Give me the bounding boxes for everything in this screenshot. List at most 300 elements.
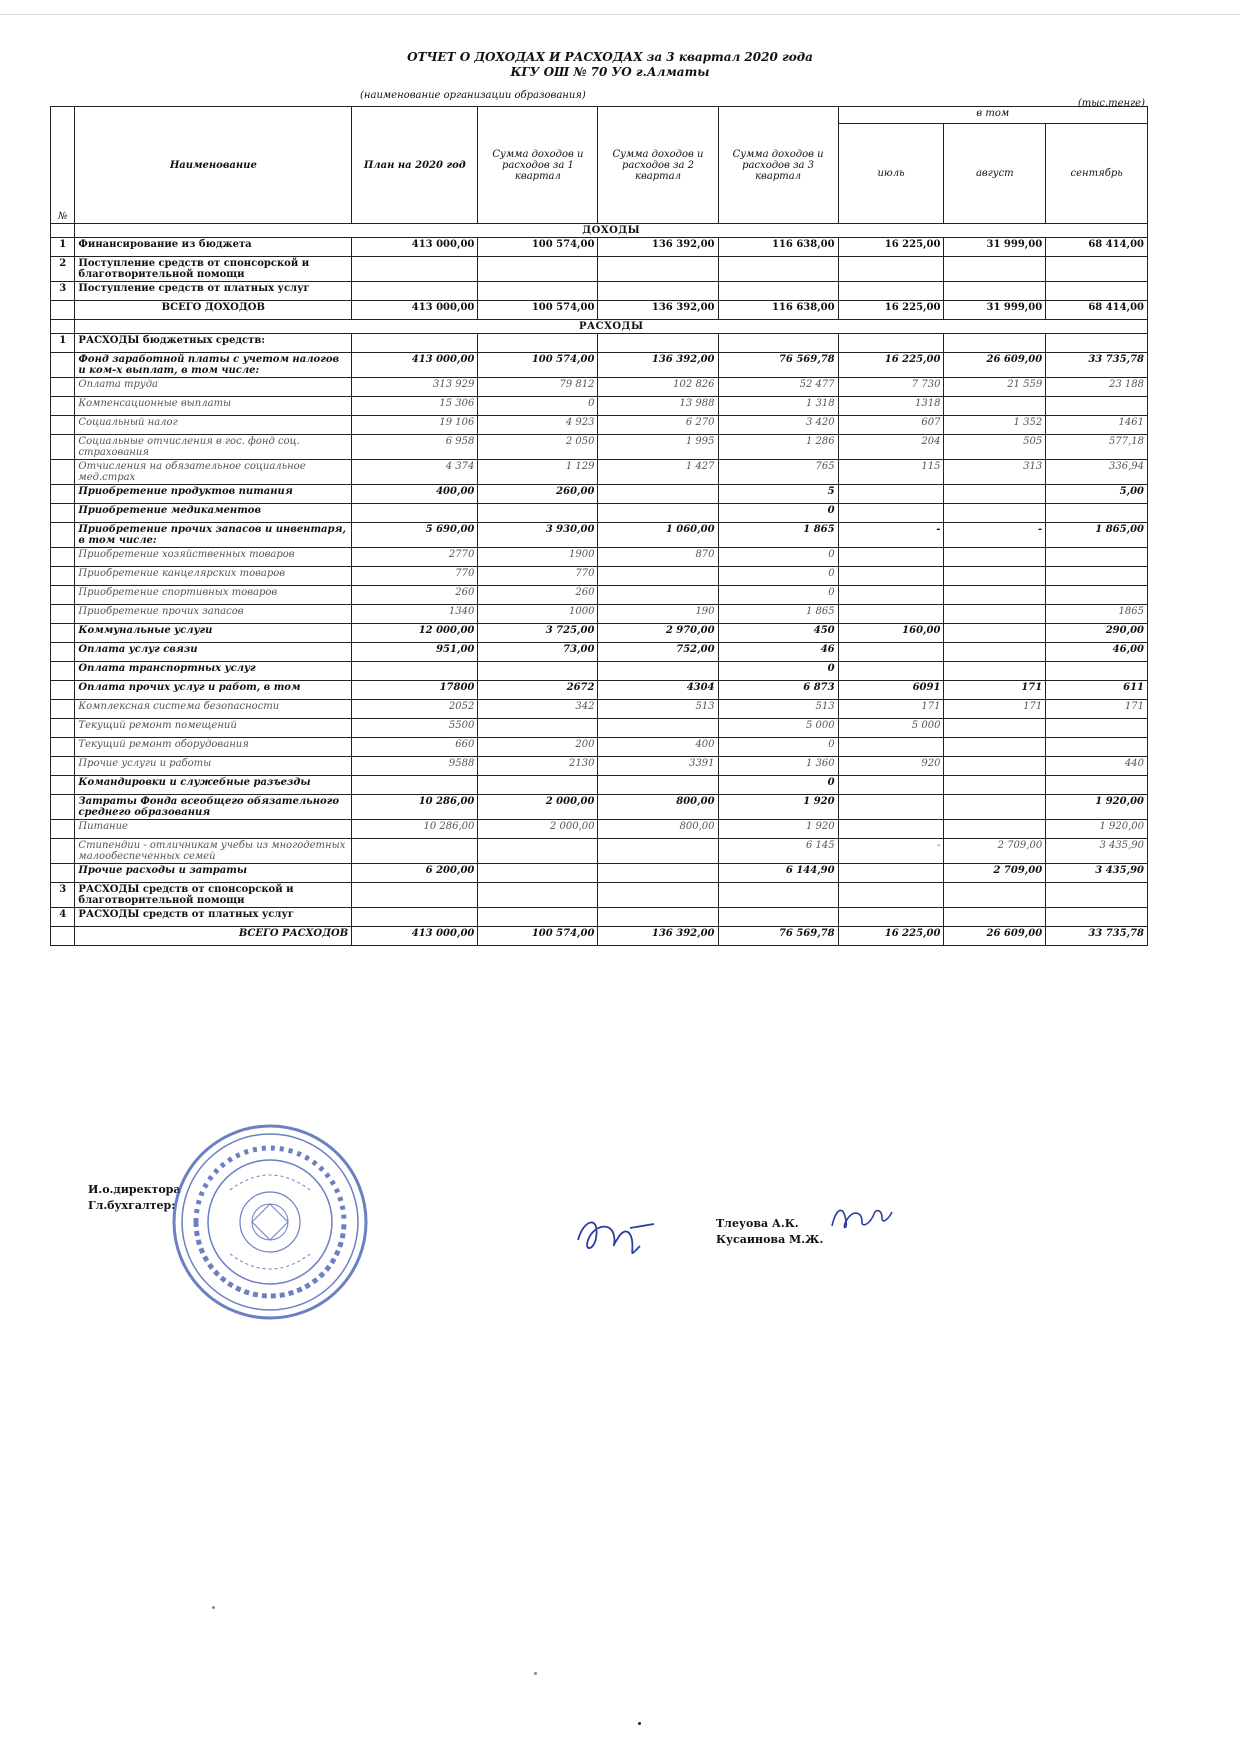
cell-name: Затраты Фонда всеобщего обязательного среднего образования	[75, 795, 352, 820]
cell-aug: 26 609,00	[944, 353, 1046, 378]
table-row	[51, 820, 1148, 839]
cell-plan: 413 000,00	[352, 353, 478, 378]
director-label: И.о.директора	[88, 1183, 181, 1196]
cell-name: Приобретение прочих запасов	[75, 605, 352, 624]
cell-q1: 260,00	[478, 485, 598, 504]
cell-q2: 513	[598, 700, 718, 719]
cell-q3	[718, 883, 838, 908]
col-header-incl: в том	[838, 107, 1147, 124]
cell-name: Социальные отчисления в гос. фонд соц. страхования	[75, 435, 352, 460]
organization-caption: (наименование организации образования)	[360, 90, 586, 101]
cell-num	[51, 548, 75, 567]
cell-aug	[944, 738, 1046, 757]
cell-q3: 52 477	[718, 378, 838, 397]
cell-q1	[478, 719, 598, 738]
cell-plan: 660	[352, 738, 478, 757]
cell-name: Компенсационные выплаты	[75, 397, 352, 416]
cell-num: 3	[51, 282, 75, 301]
cell-aug	[944, 334, 1046, 353]
cell-q2: 4304	[598, 681, 718, 700]
cell-name: Приобретение прочих запасов и инвентаря, в том числе:	[75, 523, 352, 548]
cell-q3	[718, 257, 838, 282]
director-name: Тлеуова А.К.	[716, 1217, 799, 1230]
cell-jul: 607	[838, 416, 944, 435]
cell-q2	[598, 662, 718, 681]
cell-name: Оплата транспортных услуг	[75, 662, 352, 681]
cell-name: Оплата услуг связи	[75, 643, 352, 662]
cell-q2	[598, 719, 718, 738]
table-row	[51, 927, 1148, 946]
cell-plan: 413 000,00	[352, 927, 478, 946]
cell-q3: 513	[718, 700, 838, 719]
cell-aug	[944, 624, 1046, 643]
cell-aug	[944, 662, 1046, 681]
cell-plan: 10 286,00	[352, 795, 478, 820]
cell-aug: 31 999,00	[944, 301, 1046, 320]
cell-name: Приобретение медикаментов	[75, 504, 352, 523]
cell-q1: 2 000,00	[478, 820, 598, 839]
cell-num	[51, 397, 75, 416]
cell-name: Командировки и служебные разъезды	[75, 776, 352, 795]
cell-jul: 16 225,00	[838, 353, 944, 378]
cell-q2: 102 826	[598, 378, 718, 397]
cell-sep	[1046, 504, 1148, 523]
cell-jul: 115	[838, 460, 944, 485]
cell-jul	[838, 586, 944, 605]
cell-q1: 73,00	[478, 643, 598, 662]
section-income-title: ДОХОДЫ	[75, 224, 1148, 238]
cell-q3: 1 920	[718, 795, 838, 820]
table-row	[51, 523, 1148, 548]
cell-aug: 505	[944, 435, 1046, 460]
cell-sep: 577,18	[1046, 435, 1148, 460]
cell-q2	[598, 776, 718, 795]
cell-sep: 1865	[1046, 605, 1148, 624]
cell-aug	[944, 820, 1046, 839]
cell-plan: 6 958	[352, 435, 478, 460]
cell-plan	[352, 282, 478, 301]
report-title-block	[300, 50, 920, 80]
cell-q3: 0	[718, 776, 838, 795]
cell-q3	[718, 334, 838, 353]
cell-q2	[598, 883, 718, 908]
cell-num: 1	[51, 334, 75, 353]
col-header-aug: август	[944, 124, 1046, 224]
col-header-q2: Сумма доходов и расходов за 2 квартал	[598, 107, 718, 224]
table-row	[51, 416, 1148, 435]
cell-sep	[1046, 334, 1148, 353]
cell-sep	[1046, 662, 1148, 681]
cell-q2: 13 988	[598, 397, 718, 416]
signature-names	[716, 1216, 823, 1248]
cell-q1: 0	[478, 397, 598, 416]
cell-q3: 0	[718, 586, 838, 605]
cell-q1: 2130	[478, 757, 598, 776]
cell-q2	[598, 908, 718, 927]
cell-num	[51, 864, 75, 883]
cell-q1: 342	[478, 700, 598, 719]
cell-name: РАСХОДЫ средств от платных услуг	[75, 908, 352, 927]
cell-jul: 5 000	[838, 719, 944, 738]
cell-sep: 5,00	[1046, 485, 1148, 504]
cell-q2: 870	[598, 548, 718, 567]
cell-q2: 1 060,00	[598, 523, 718, 548]
cell-plan: 4 374	[352, 460, 478, 485]
cell-num	[51, 757, 75, 776]
cell-q3: 76 569,78	[718, 927, 838, 946]
table-row	[51, 353, 1148, 378]
cell-sep	[1046, 586, 1148, 605]
table-row	[51, 757, 1148, 776]
cell-aug	[944, 504, 1046, 523]
cell-q2: 190	[598, 605, 718, 624]
cell-q1	[478, 883, 598, 908]
cell-plan	[352, 839, 478, 864]
cell-name: Прочие услуги и работы	[75, 757, 352, 776]
cell-num: 3	[51, 883, 75, 908]
cell-q1	[478, 282, 598, 301]
scan-speck	[212, 1606, 215, 1609]
cell-q2: 1 995	[598, 435, 718, 460]
cell-jul: 920	[838, 757, 944, 776]
cell-q3: 1 920	[718, 820, 838, 839]
cell-num	[51, 485, 75, 504]
cell-jul: 7 730	[838, 378, 944, 397]
cell-num	[51, 605, 75, 624]
cell-name: Приобретение хозяйственных товаров	[75, 548, 352, 567]
cell-num: 4	[51, 908, 75, 927]
cell-q3: 6 144,90	[718, 864, 838, 883]
cell-name: Приобретение канцелярских товаров	[75, 567, 352, 586]
cell-plan: 15 306	[352, 397, 478, 416]
cell-q1	[478, 662, 598, 681]
cell-q1: 260	[478, 586, 598, 605]
cell-num	[51, 662, 75, 681]
table-row	[51, 586, 1148, 605]
cell-q2: 136 392,00	[598, 238, 718, 257]
cell-plan	[352, 662, 478, 681]
cell-sep	[1046, 776, 1148, 795]
cell-plan: 770	[352, 567, 478, 586]
cell-name: Социальный налог	[75, 416, 352, 435]
cell-num	[51, 719, 75, 738]
cell-jul: 160,00	[838, 624, 944, 643]
cell-q2: 136 392,00	[598, 353, 718, 378]
cell-num	[51, 624, 75, 643]
col-header-name: Наименование	[75, 107, 352, 224]
cell-sep: 3 435,90	[1046, 864, 1148, 883]
table-row	[51, 795, 1148, 820]
cell-name: Текущий ремонт оборудования	[75, 738, 352, 757]
cell-q1	[478, 776, 598, 795]
cell-q3: 6 145	[718, 839, 838, 864]
cell-q1: 3 725,00	[478, 624, 598, 643]
cell-q2: 800,00	[598, 820, 718, 839]
cell-jul	[838, 567, 944, 586]
organization-name: КГУ ОШ № 70 УО г.Алматы	[510, 65, 710, 79]
cell-q1: 2 000,00	[478, 795, 598, 820]
cell-jul	[838, 548, 944, 567]
cell-q1: 200	[478, 738, 598, 757]
table-row	[51, 435, 1148, 460]
cell-plan: 10 286,00	[352, 820, 478, 839]
cell-q1: 2672	[478, 681, 598, 700]
cell-plan: 2770	[352, 548, 478, 567]
cell-num	[51, 820, 75, 839]
cell-jul: 16 225,00	[838, 927, 944, 946]
cell-q3: 3 420	[718, 416, 838, 435]
cell-name: Оплата прочих услуг и работ, в том	[75, 681, 352, 700]
cell-aug: 2 709,00	[944, 864, 1046, 883]
cell-aug	[944, 485, 1046, 504]
cell-aug: 2 709,00	[944, 839, 1046, 864]
cell-aug: 171	[944, 700, 1046, 719]
cell-q1: 100 574,00	[478, 927, 598, 946]
cell-plan	[352, 334, 478, 353]
col-header-sep: сентябрь	[1046, 124, 1148, 224]
cell-q2	[598, 485, 718, 504]
cell-q1: 3 930,00	[478, 523, 598, 548]
cell-q3: 5 000	[718, 719, 838, 738]
cell-plan	[352, 883, 478, 908]
currency-unit: (тыс.тенге)	[1077, 98, 1145, 109]
cell-jul: -	[838, 523, 944, 548]
cell-sep: 171	[1046, 700, 1148, 719]
cell-plan: 260	[352, 586, 478, 605]
expense-section	[51, 320, 1148, 946]
cell-aug	[944, 567, 1046, 586]
cell-jul	[838, 883, 944, 908]
col-header-q1: Сумма доходов и расходов за 1 квартал	[478, 107, 598, 224]
table-row	[51, 567, 1148, 586]
cell-sep	[1046, 567, 1148, 586]
cell-sep	[1046, 738, 1148, 757]
cell-q2: 3391	[598, 757, 718, 776]
cell-q2	[598, 504, 718, 523]
cell-name: Финансирование из бюджета	[75, 238, 352, 257]
cell-plan	[352, 257, 478, 282]
cell-aug: 26 609,00	[944, 927, 1046, 946]
cell-name: Текущий ремонт помещений	[75, 719, 352, 738]
cell-sep: 1461	[1046, 416, 1148, 435]
cell-q2: 400	[598, 738, 718, 757]
cell-aug	[944, 282, 1046, 301]
table-row	[51, 681, 1148, 700]
cell-aug	[944, 397, 1046, 416]
cell-name: Прочие расходы и затраты	[75, 864, 352, 883]
cell-num	[51, 378, 75, 397]
cell-q3: 116 638,00	[718, 301, 838, 320]
cell-plan: 5 690,00	[352, 523, 478, 548]
signature-labels	[88, 1182, 181, 1214]
cell-aug: 21 559	[944, 378, 1046, 397]
cell-sep: 33 735,78	[1046, 927, 1148, 946]
cell-plan: 313 929	[352, 378, 478, 397]
cell-aug	[944, 605, 1046, 624]
cell-q2: 136 392,00	[598, 301, 718, 320]
table-row	[51, 864, 1148, 883]
cell-name: РАСХОДЫ бюджетных средств:	[75, 334, 352, 353]
cell-q3: 0	[718, 662, 838, 681]
cell-q1	[478, 504, 598, 523]
cell-plan: 400,00	[352, 485, 478, 504]
cell-plan: 6 200,00	[352, 864, 478, 883]
cell-q1	[478, 257, 598, 282]
cell-plan: 9588	[352, 757, 478, 776]
table-row	[51, 700, 1148, 719]
cell-jul: 171	[838, 700, 944, 719]
cell-jul	[838, 334, 944, 353]
cell-num	[51, 301, 75, 320]
cell-aug	[944, 719, 1046, 738]
cell-jul: -	[838, 839, 944, 864]
cell-name: Отчисления на обязательное социальное мед.страх	[75, 460, 352, 485]
cell-sep: 3 435,90	[1046, 839, 1148, 864]
cell-sep: 46,00	[1046, 643, 1148, 662]
col-header-q3: Сумма доходов и расходов за 3 квартал	[718, 107, 838, 224]
cell-jul	[838, 662, 944, 681]
table-row	[51, 908, 1148, 927]
table-row	[51, 662, 1148, 681]
cell-aug	[944, 776, 1046, 795]
cell-plan: 19 106	[352, 416, 478, 435]
cell-num: 1	[51, 238, 75, 257]
cell-sep: 336,94	[1046, 460, 1148, 485]
cell-q3: 0	[718, 567, 838, 586]
cell-q1: 79 812	[478, 378, 598, 397]
official-stamp-seal	[170, 1120, 370, 1325]
report-table	[50, 106, 1148, 946]
cell-q2	[598, 282, 718, 301]
cell-plan: 17800	[352, 681, 478, 700]
cell-aug	[944, 548, 1046, 567]
cell-aug: 313	[944, 460, 1046, 485]
cell-jul	[838, 795, 944, 820]
cell-aug: -	[944, 523, 1046, 548]
cell-jul	[838, 643, 944, 662]
cell-num	[51, 504, 75, 523]
col-header-plan: План на 2020 год	[352, 107, 478, 224]
cell-q3: 0	[718, 548, 838, 567]
cell-q3: 76 569,78	[718, 353, 838, 378]
cell-num	[51, 738, 75, 757]
cell-q1: 100 574,00	[478, 353, 598, 378]
cell-jul	[838, 776, 944, 795]
cell-q3: 0	[718, 738, 838, 757]
cell-q1	[478, 334, 598, 353]
cell-aug	[944, 757, 1046, 776]
cell-q1: 1000	[478, 605, 598, 624]
cell-num	[51, 839, 75, 864]
cell-aug	[944, 795, 1046, 820]
cell-q2: 800,00	[598, 795, 718, 820]
cell-sep: 1 920,00	[1046, 820, 1148, 839]
cell-q2	[598, 257, 718, 282]
cell-aug	[944, 257, 1046, 282]
table-row	[51, 643, 1148, 662]
table-row	[51, 624, 1148, 643]
cell-num	[51, 567, 75, 586]
cell-sep: 1 920,00	[1046, 795, 1148, 820]
cell-q3: 6 873	[718, 681, 838, 700]
cell-plan: 1340	[352, 605, 478, 624]
cell-num	[51, 643, 75, 662]
cell-name: ВСЕГО РАСХОДОВ	[75, 927, 352, 946]
table-row	[51, 460, 1148, 485]
cell-name: Поступление средств от спонсорской и благотворительной помощи	[75, 257, 352, 282]
cell-q1	[478, 864, 598, 883]
cell-q3: 1 318	[718, 397, 838, 416]
cell-jul	[838, 282, 944, 301]
report-title: ОТЧЕТ О ДОХОДАХ И РАСХОДАХ за 3 квартал 2020 года	[407, 50, 813, 64]
cell-plan	[352, 504, 478, 523]
cell-num: 2	[51, 257, 75, 282]
cell-sep	[1046, 908, 1148, 927]
cell-plan: 5500	[352, 719, 478, 738]
cell-name: Фонд заработной платы с учетом налогов и ком-х выплат, в том числе:	[75, 353, 352, 378]
cell-jul: 6091	[838, 681, 944, 700]
cell-sep: 1 865,00	[1046, 523, 1148, 548]
table-row	[51, 238, 1148, 257]
cell-q3: 1 865	[718, 605, 838, 624]
cell-name: РАСХОДЫ средств от спонсорской и благотворительной помощи	[75, 883, 352, 908]
cell-num	[51, 795, 75, 820]
cell-sep	[1046, 257, 1148, 282]
cell-q2	[598, 586, 718, 605]
cell-plan: 951,00	[352, 643, 478, 662]
cell-jul	[838, 738, 944, 757]
cell-q1: 1900	[478, 548, 598, 567]
cell-name: Приобретение продуктов питания	[75, 485, 352, 504]
cell-aug: 1 352	[944, 416, 1046, 435]
cell-jul	[838, 820, 944, 839]
cell-q3: 116 638,00	[718, 238, 838, 257]
table-row	[51, 282, 1148, 301]
cell-num	[51, 416, 75, 435]
director-signature-image	[570, 1210, 660, 1260]
cell-num	[51, 523, 75, 548]
table-row	[51, 839, 1148, 864]
cell-sep: 33 735,78	[1046, 353, 1148, 378]
cell-aug	[944, 586, 1046, 605]
cell-num	[51, 586, 75, 605]
table-row	[51, 738, 1148, 757]
accountant-label: Гл.бухгалтер:	[88, 1199, 176, 1212]
table-row	[51, 605, 1148, 624]
cell-jul	[838, 504, 944, 523]
cell-q2: 6 270	[598, 416, 718, 435]
cell-jul: 16 225,00	[838, 301, 944, 320]
scan-speck	[638, 1722, 641, 1725]
cell-q3	[718, 282, 838, 301]
cell-num	[51, 353, 75, 378]
cell-name: Комплексная система безопасности	[75, 700, 352, 719]
table-row	[51, 334, 1148, 353]
cell-jul: 204	[838, 435, 944, 460]
cell-sep: 68 414,00	[1046, 301, 1148, 320]
income-section	[51, 224, 1148, 320]
cell-sep	[1046, 548, 1148, 567]
cell-num	[51, 776, 75, 795]
cell-q2: 752,00	[598, 643, 718, 662]
cell-q1: 100 574,00	[478, 301, 598, 320]
section-expense-title: РАСХОДЫ	[75, 320, 1148, 334]
cell-q2: 2 970,00	[598, 624, 718, 643]
cell-q2: 136 392,00	[598, 927, 718, 946]
cell-num	[51, 700, 75, 719]
cell-plan: 2052	[352, 700, 478, 719]
cell-name: Приобретение спортивных товаров	[75, 586, 352, 605]
